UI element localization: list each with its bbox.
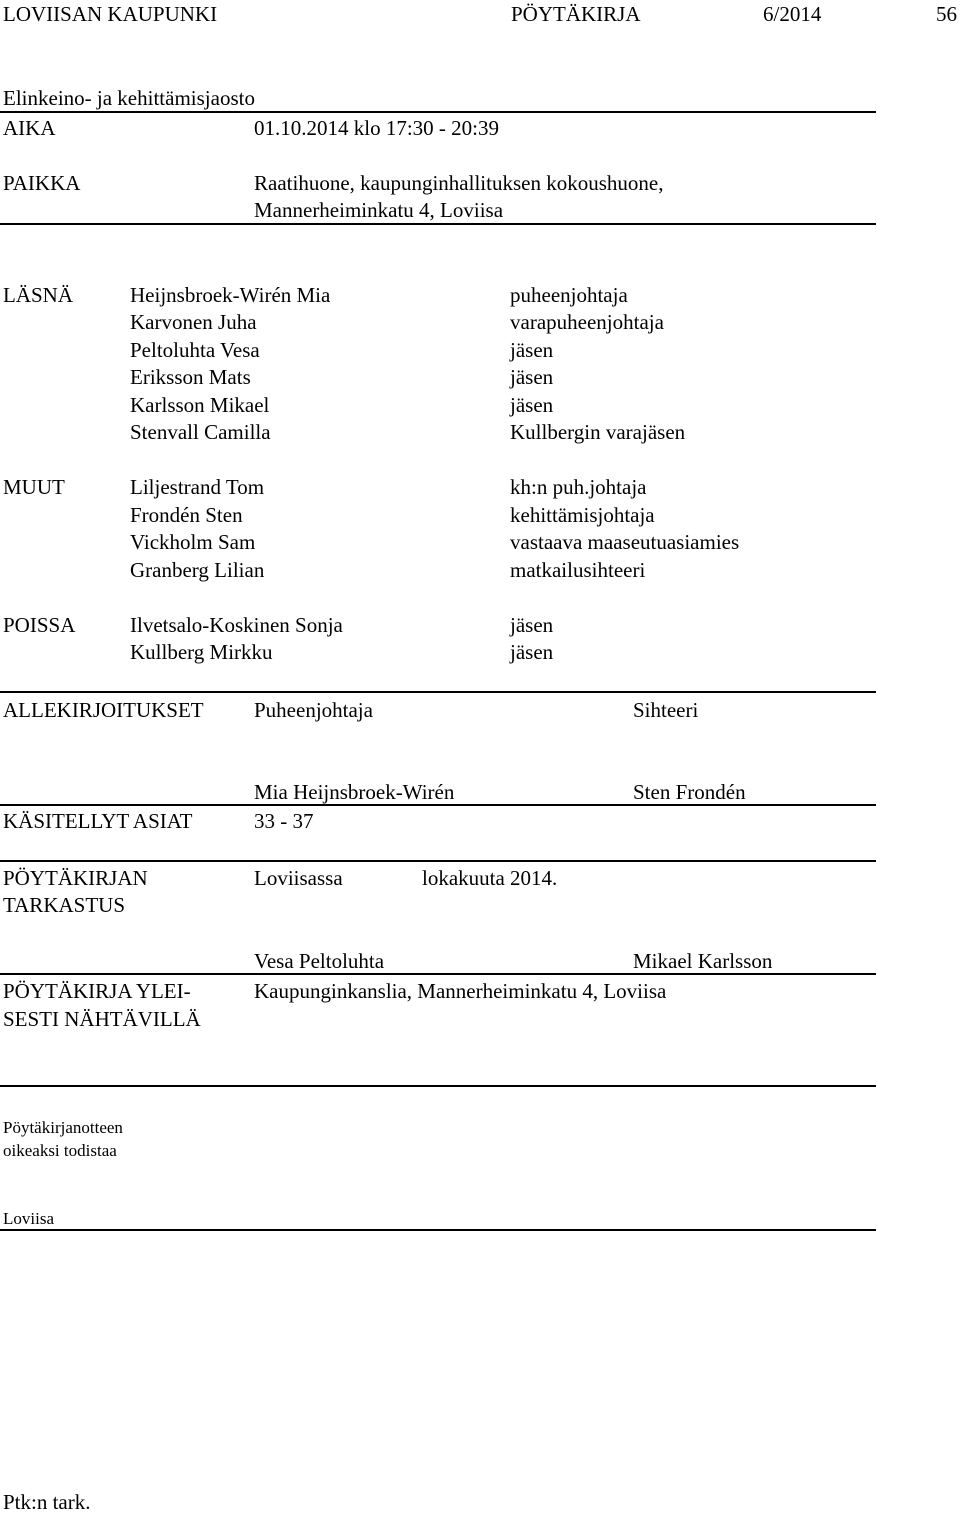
place-line-1: Raatihuone, kaupunginhallituksen kokoushuone, xyxy=(254,171,664,195)
present-name: Eriksson Mats xyxy=(130,365,251,389)
absent-name: Kullberg Mirkku xyxy=(130,640,273,664)
others-label: MUUT xyxy=(3,475,65,499)
present-label: LÄSNÄ xyxy=(3,283,74,307)
others-name: Vickholm Sam xyxy=(130,530,256,554)
divider xyxy=(0,860,876,862)
extract-place: Loviisa xyxy=(3,1209,54,1228)
secretary-title: Sihteeri xyxy=(633,698,699,722)
extract-line-1: Pöytäkirjanotteen xyxy=(3,1118,123,1137)
divider xyxy=(0,973,876,975)
committee-name: Elinkeino- ja kehittämisjaosto xyxy=(3,86,255,110)
present-name: Karlsson Mikael xyxy=(130,393,270,417)
present-role: jäsen xyxy=(510,338,554,362)
present-name: Stenvall Camilla xyxy=(130,420,271,444)
review-place: Loviisassa xyxy=(254,866,343,890)
present-role: puheenjohtaja xyxy=(510,283,628,307)
matters-value: 33 - 37 xyxy=(254,809,314,833)
absent-role: jäsen xyxy=(510,640,554,664)
divider xyxy=(0,804,876,806)
absent-name: Ilvetsalo-Koskinen Sonja xyxy=(130,613,343,637)
present-name: Heijnsbroek-Wirén Mia xyxy=(130,283,331,307)
issue-number: 6/2014 xyxy=(763,2,822,26)
public-label-line-1: PÖYTÄKIRJA YLEI- xyxy=(3,979,191,1003)
others-role: matkailusihteeri xyxy=(510,558,646,582)
present-role: jäsen xyxy=(510,365,554,389)
others-name: Frondén Sten xyxy=(130,503,243,527)
reviewer-1: Vesa Peltoluhta xyxy=(254,949,385,973)
reviewer-2: Mikael Karlsson xyxy=(633,949,773,973)
public-location: Kaupunginkanslia, Mannerheiminkatu 4, Loviisa xyxy=(254,979,667,1003)
signatures-label: ALLEKIRJOITUKSET xyxy=(3,698,204,722)
footer-note: Ptk:n tark. xyxy=(3,1490,91,1514)
chair-title: Puheenjohtaja xyxy=(254,698,373,722)
absent-role: jäsen xyxy=(510,613,554,637)
chair-name: Mia Heijnsbroek-Wirén xyxy=(254,780,455,804)
public-label-line-2: SESTI NÄHTÄVILLÄ xyxy=(3,1007,201,1031)
time-value: 01.10.2014 klo 17:30 - 20:39 xyxy=(254,116,499,140)
present-name: Karvonen Juha xyxy=(130,310,257,334)
divider xyxy=(0,111,876,113)
review-label-line-1: PÖYTÄKIRJAN xyxy=(3,866,148,890)
others-role: vastaava maaseutuasiamies xyxy=(510,530,740,554)
absent-label: POISSA xyxy=(3,613,76,637)
divider xyxy=(0,223,876,225)
present-role: varapuheenjohtaja xyxy=(510,310,664,334)
place-line-2: Mannerheiminkatu 4, Loviisa xyxy=(254,198,504,222)
others-name: Granberg Lilian xyxy=(130,558,265,582)
divider xyxy=(0,1229,876,1231)
others-role: kehittämisjohtaja xyxy=(510,503,655,527)
present-role: Kullbergin varajäsen xyxy=(510,420,686,444)
place-label: PAIKKA xyxy=(3,171,81,195)
city-name: LOVIISAN KAUPUNKI xyxy=(3,2,218,26)
page-number: 56 xyxy=(936,2,957,26)
others-name: Liljestrand Tom xyxy=(130,475,265,499)
review-date: lokakuuta 2014. xyxy=(422,866,558,890)
present-name: Peltoluhta Vesa xyxy=(130,338,260,362)
present-role: jäsen xyxy=(510,393,554,417)
time-label: AIKA xyxy=(3,116,56,140)
secretary-name: Sten Frondén xyxy=(633,780,746,804)
document-type: PÖYTÄKIRJA xyxy=(511,2,641,26)
matters-label: KÄSITELLYT ASIAT xyxy=(3,809,193,833)
extract-line-2: oikeaksi todistaa xyxy=(3,1141,117,1160)
divider xyxy=(0,691,876,693)
divider xyxy=(0,1085,876,1087)
review-label-line-2: TARKASTUS xyxy=(3,893,126,917)
others-role: kh:n puh.johtaja xyxy=(510,475,647,499)
